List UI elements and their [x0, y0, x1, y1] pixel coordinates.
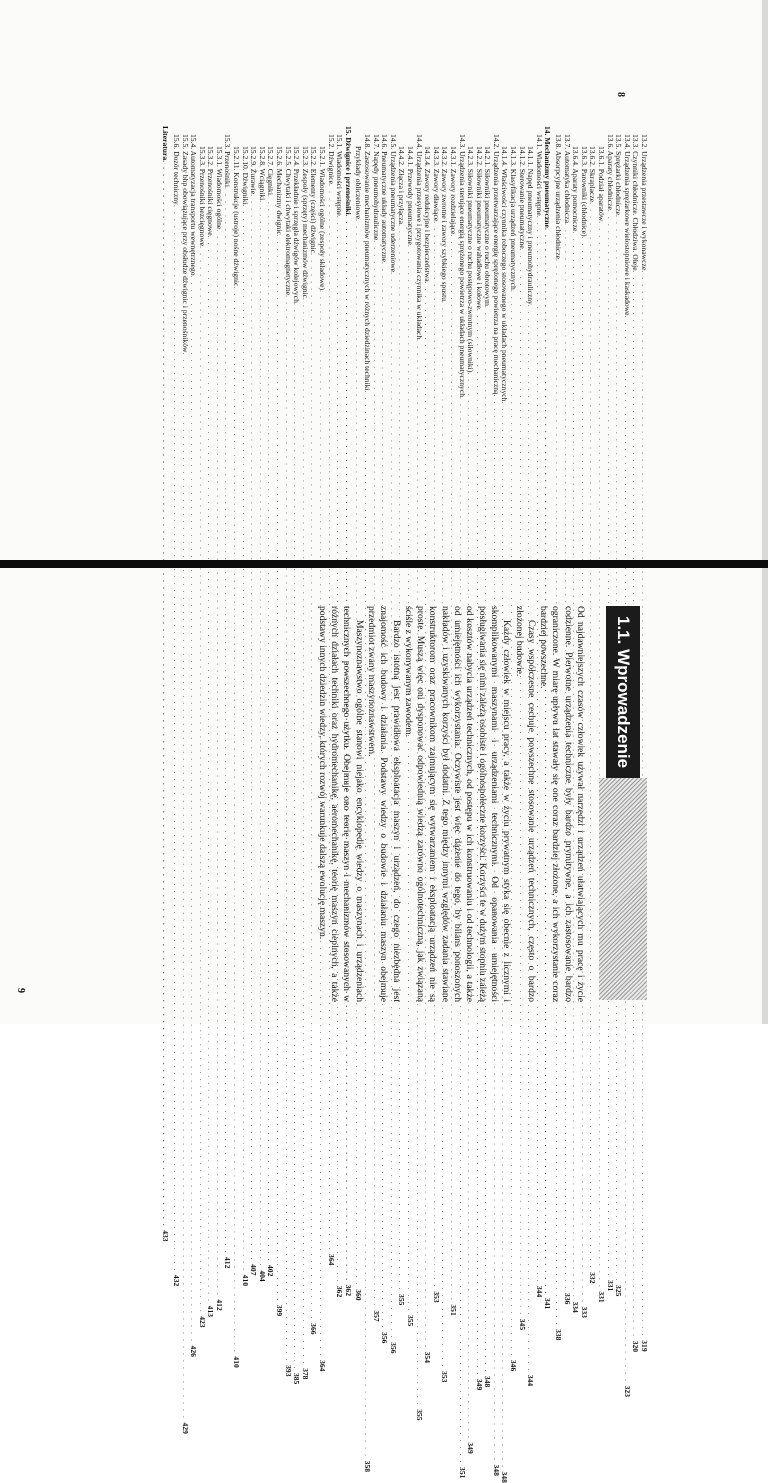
- toc-entry: [300, 126, 310, 1380]
- toc-entry-page: 399: [275, 1304, 285, 1317]
- toc-entry-title: 13.6.2. Skraplacze: [588, 146, 598, 203]
- toc-entry-title: 13.6.3. Parowniki (chłodnice): [579, 146, 589, 237]
- toc-entry-title: 14.1.3. Klasyfikacja urządzeń pneumatycznych: [509, 146, 519, 290]
- toc-entry-page: 351: [457, 1467, 467, 1479]
- toc-entry: [161, 126, 171, 1242]
- toc-entry: [283, 126, 293, 1377]
- toc-entry-title: 15.2.5. Chwytaki i chwytaki elektromagnetyczne: [283, 146, 293, 296]
- toc-entry: [266, 126, 276, 1277]
- toc-entry: [292, 126, 302, 1385]
- toc-entry-page: 356: [388, 1342, 398, 1354]
- toc-entry-title: 15.1. Wiadomości wstępne: [335, 134, 345, 216]
- toc-entry-page: 344: [526, 1374, 536, 1387]
- toc-entry: [362, 126, 372, 1473]
- toc-entry-title: 15.3.1. Wiadomości ogólne: [214, 146, 224, 230]
- toc-entry-page: 338: [554, 1329, 564, 1341]
- toc-entry-title: 15.5. Zasady bhp obowiązujące przy obsłudze dźwignic i przenośników: [180, 134, 190, 353]
- toc-entry: [534, 126, 544, 1298]
- toc-entry-title: 14.3.3. Zawory dławiące: [431, 146, 441, 222]
- toc-entry-page: 355: [405, 1314, 415, 1327]
- toc-entry-title: 15.6. Dozór techniczny: [171, 134, 181, 205]
- toc-entry: [388, 126, 398, 1354]
- toc-entry: [588, 126, 598, 1284]
- toc-entry: [206, 126, 216, 1318]
- toc-entry-page: 412: [223, 1256, 233, 1269]
- toc-entry: [343, 126, 353, 1297]
- toc-entry: [553, 126, 564, 1341]
- toc-entry: [354, 126, 364, 1301]
- toc-entry-page: 413: [206, 1305, 216, 1318]
- toc-entry-title: 14.2. Urządzenia przetwarzające energię sprężonego powietrza na pracę mechaniczną: [491, 134, 501, 395]
- toc-entry-title: 14.1.4. Właściwości czynnika roboczego stosowanego w układach pneumatycznych: [500, 146, 510, 402]
- toc-entry: [517, 126, 527, 1331]
- toc-entry-page: 362: [343, 1284, 353, 1297]
- toc-entry: [397, 126, 407, 1306]
- toc-entry: [631, 126, 641, 1353]
- toc-entry-title: 15.2. Dźwignice: [326, 134, 336, 184]
- toc-entry-page: 348: [500, 1471, 510, 1483]
- toc-entry: [257, 126, 267, 1282]
- toc-entry-page: 364: [326, 1254, 336, 1266]
- toc-entry-title: 14. Mechanizmy pneumatyczne: [543, 126, 553, 228]
- toc-entry: [596, 126, 607, 1303]
- toc-entry-page: 331: [605, 1279, 615, 1292]
- banner-texture: [599, 778, 647, 1000]
- toc-entry-title: 14.1.1. Napęd pneumatyczny i pneumohydrauliczny: [526, 146, 536, 305]
- toc-entry-title: 15.2.9. Żurawie: [249, 146, 259, 195]
- toc-entry-page: 353: [440, 1371, 450, 1383]
- toc-entry-title: 15. Dźwignice i przenośniki: [343, 126, 353, 215]
- toc-entry: [335, 126, 345, 1298]
- toc-entry-page: 432: [171, 1274, 181, 1287]
- toc-entry-title: 14.4. Urządzenia przesyłowe i przygotowania czynnika w układach: [414, 134, 424, 340]
- toc-entry-page: 353: [431, 1291, 441, 1303]
- toc-entry-title: 14.3.1. Zawory rozdzielające: [448, 146, 458, 235]
- toc-entry-page: 362: [335, 1285, 345, 1298]
- toc-entry: [414, 126, 424, 1421]
- toc-entry-page: 407: [249, 1264, 259, 1276]
- toc-entry: [326, 126, 336, 1266]
- toc-entry: [571, 126, 581, 1313]
- toc-entry-title: 14.4.2. Złącza i przyłącza: [397, 146, 407, 225]
- toc-entry: [543, 126, 553, 1310]
- toc-entry-page: 366: [309, 1323, 319, 1335]
- toc-entry-title: 15.3.2. Przenośniki cięgnowe: [206, 146, 216, 236]
- paragraph: Maszynoznawstwo ogólne stanowi niejako encyklopedię wiedzy o maszynach i urządzeniach technicznych powszechnego użytku. Obejmuje ono teorię maszyn i mechanizmów stosowanych w różnych działach techniki oraz hydromechanikę, aeromechanikę, teorię maszyn cieplnych, a także podstawy innych dziedzin wiedzy, których rozwój warunkuje dalszą ewolucję maszyn.: [316, 606, 365, 1002]
- toc-entry-title: 14.6. Pneumatyczne układy automatyczne: [380, 134, 390, 262]
- toc-entry-title: Przykłady obliczeniowe: [354, 146, 364, 220]
- toc-entry-title: 15.2.2. Elementy (części) dźwignic: [309, 146, 319, 254]
- toc-entry-title: 14.7. Napędy pneumohydrauliczne: [371, 134, 381, 241]
- toc-entry-page: 412: [214, 1299, 224, 1311]
- toc-entry-title: 14.2.2. Siłowniki pneumatyczne wahadłowe i kołowe: [474, 146, 484, 309]
- toc-entry-page: 341: [543, 1297, 553, 1310]
- toc-entry-page: 355: [414, 1409, 424, 1421]
- body-text: [315, 606, 586, 1002]
- toc-entry-page: 355: [397, 1294, 407, 1306]
- toc-entry-title: 15.3. Przenośniki: [223, 134, 233, 187]
- toc-entry-page: 378: [300, 1368, 310, 1380]
- toc-entry-page: 364: [318, 1360, 328, 1372]
- toc-entry-page: 360: [354, 1289, 364, 1301]
- toc-entry-title: 13.6.4. Aparaty pomocnicze: [571, 146, 581, 232]
- toc-entry-title: 13.6. Aparaty chłodnicze: [605, 134, 615, 210]
- toc-entry-title: 15.2.1. Wiadomości ogólne (zespoły składowe): [318, 146, 328, 291]
- toc-entry-page: 325: [614, 1285, 624, 1297]
- toc-entry-title: 13.6.1. Podział aparatów: [597, 146, 607, 222]
- toc-entry-title: Literatura: [161, 126, 171, 161]
- toc-entry: [223, 126, 233, 1269]
- toc-entry-title: 13.5. Sprężarki chłodnicze: [614, 134, 624, 215]
- toc-entry-page: 426: [189, 1345, 199, 1357]
- toc-entry: [491, 126, 501, 1476]
- toc-entry-page: 345: [517, 1318, 527, 1331]
- toc-entry: [317, 126, 328, 1372]
- toc-entry-page: 348: [483, 1375, 493, 1388]
- toc-entry-title: 13.3. Czynniki chłodnicze. Chłodziwa. Oleje: [631, 134, 641, 271]
- toc-entry-page: 385: [292, 1372, 302, 1385]
- paragraph: Od najdawniejszych czasów człowiek używał narzędzi i urządzeń ułatwiających mu pracę i życie codzienne. Pierwotne urządzenia techniczne były bardzo prymitywne, a ich zastosowanie bardzo ograniczone. W miarę upływu lat stawały się one coraz bardziej złożone, a ich wykorzystanie coraz bardziej powszechne.: [538, 606, 586, 1002]
- toc-entry-page: 346: [509, 1359, 519, 1372]
- toc-entry-title: 13.8. Absorpcyjne urządzenia chłodnicze: [554, 134, 564, 260]
- toc-entry-title: 14.4.1. Przewody pneumatyczne: [405, 146, 415, 245]
- toc-entry: [483, 126, 493, 1388]
- toc-entry-title: 14.1.2. Sterowanie pneumatyczne: [517, 146, 527, 249]
- toc-entry-title: 14.5. Urządzenia pneumatyczne uderzeniowe: [388, 134, 398, 273]
- toc-entry: [309, 126, 319, 1335]
- paragraph: Bardzo istotną jest prawidłowa eksploatacja maszyn i urządzeń, do czego niezbędna jest znajomość ich budowy i działania. Podstawy wiedzy o budowie i działaniu maszyn obejmuje przedmiot zwany maszynoznawstwem.: [365, 606, 402, 1002]
- toc-entry-title: 14.2.1. Siłowniki pneumatyczne o ruchu obrotowym: [483, 146, 493, 306]
- toc-entry: [509, 126, 519, 1372]
- toc-entry-page: 349: [474, 1378, 484, 1391]
- toc-entry: [180, 126, 190, 1434]
- toc-entry-title: 13.7. Automatyka chłodnicza: [562, 134, 572, 223]
- toc-entry-page: 331: [597, 1291, 607, 1303]
- toc-entry-page: 410: [240, 1274, 250, 1287]
- toc-entry-title: 15.3.3. Przenośniki bezcięgnowe: [197, 146, 207, 247]
- toc-entry: [274, 126, 285, 1317]
- toc-entry-title: 15.2.6. Mechanizmy dwignic: [275, 146, 285, 235]
- toc-entry: [189, 126, 199, 1357]
- toc-entry-title: 15.2.10. Dźwigniki: [240, 146, 250, 205]
- toc-entry: [500, 126, 510, 1483]
- toc-entry-title: 13.4. Urządzenia sprężarkowe wielostopniowe i kaskadowe: [622, 134, 632, 316]
- toc-entry: [562, 126, 572, 1305]
- toc-entry-title: 15.4. Automatyzacja transportu wewnętrznego: [189, 134, 199, 276]
- toc-entry-page: 356: [380, 1332, 390, 1344]
- toc-entry-title: 15.2.8. Wciągniki: [257, 146, 267, 201]
- paragraph: Każdy człowiek w miejscu pracy, a także w życiu prywatnym styka się obecnie z licznymi i skomplikowanymi maszynami i urządzeniami technicznymi. Od opanowania umiejętności posługiwania się nimi zależą osobiste i ogólnospołeczne korzyści. Korzyści te w dużym stopniu zależą od kosztów nabycia urządzeń technicznych, od postępu w ich konstruowaniu i od technologii, a także od umiejętności ich wykorzystania. Oczywiste jest więc dążenie do tego, by bilans ponoszonych nakładów i uzyskiwanych korzyści był dodatni. Z tego między innymi względów zadania stawiane konstruktorom oraz pracownikom zajmującym się wytwarzaniem i eksploatacją urządzeń nie są proste. Muszą więc oni dysponować odpowiednią wiedzą zarówno ogólnotechniczną, jak związaną ściśle z wykonywanym zawodem.: [402, 606, 513, 1002]
- toc-entry-page: 349: [466, 1442, 476, 1454]
- section-heading: [606, 606, 640, 778]
- toc-entry-title: 14.1. Wiadomości wstępne: [534, 134, 544, 216]
- toc-entry-page: 358: [363, 1460, 372, 1473]
- toc-entry: [457, 126, 467, 1479]
- toc-entry: [526, 126, 536, 1387]
- toc-entry-page: 332: [588, 1272, 598, 1284]
- toc-entry-title: 14.8. Zastosowanie mechanizmów pneumatycznych w różnych dziedzinach techniki: [363, 134, 372, 391]
- toc-entry-page: 433: [161, 1230, 171, 1242]
- toc-entry: [579, 126, 589, 1318]
- toc-entry: [431, 126, 441, 1303]
- right-page-number: 9: [15, 988, 26, 993]
- section-banner: [596, 606, 650, 1000]
- toc-entry-page: 334: [571, 1301, 581, 1313]
- toc-entry: [371, 126, 381, 1322]
- toc-entry-page: 323: [622, 1385, 632, 1397]
- toc-entry: [232, 126, 242, 1368]
- toc-entry-page: 333: [579, 1306, 589, 1318]
- toc-entry: [197, 126, 207, 1328]
- toc-entry: [405, 126, 415, 1327]
- paragraph: Czasy współczesne cechuje powszechne stosowanie urządzeń technicznych, często o bardzo złożonej budowie.: [513, 606, 537, 1002]
- toc-entry: [171, 126, 181, 1287]
- toc-entry-title: 14.3.2. Zawory zwrotne i zawory szybkiego spustu: [440, 146, 450, 302]
- toc-entry-title: 13.2. Urządzenia przestawcze i wykonawcze: [640, 134, 649, 271]
- toc-entry-page: 354: [423, 1351, 433, 1364]
- toc-entry-title: 14.3. Urządzenia sterujące energią sprężonego powietrza w układach pneumatycznych: [457, 134, 467, 397]
- toc-entry-page: 402: [266, 1264, 276, 1277]
- toc-entry-page: 319: [640, 1340, 649, 1352]
- toc-entry-page: 423: [197, 1316, 207, 1328]
- toc-entry-title: 15.2.4. Przekładnie i sprzęgła dźwigów kolejowych: [292, 146, 302, 303]
- toc-entry: [423, 126, 433, 1364]
- toc-entry-page: 336: [562, 1293, 572, 1305]
- toc-entry-page: 357: [371, 1310, 381, 1322]
- toc-entry-page: 344: [534, 1285, 544, 1298]
- toc-entry: [240, 126, 250, 1287]
- toc-entry-title: 14.2.3. Siłowniki pneumatyczne o ruchu postępowo-zwrotnym (siłowniki): [466, 146, 476, 373]
- left-page-number: 8: [615, 92, 626, 97]
- toc-entry: [214, 126, 224, 1311]
- toc-entry-title: 15.2.3. Zespoły (sprzęty) mechanizmów dźwignic: [300, 146, 310, 299]
- toc-entry-page: 404: [257, 1270, 267, 1282]
- section-heading-text: 1.1. Wprowadzenie: [614, 616, 633, 769]
- toc-entry-page: 351: [448, 1304, 458, 1316]
- toc-entry: [440, 126, 450, 1383]
- toc-entry-page: 410: [232, 1356, 242, 1368]
- toc-entry: [474, 126, 484, 1391]
- toc-entry-page: 348: [491, 1464, 501, 1476]
- toc-entry-title: 14.3.4. Zawory redukcyjne i bezpieczeństwa: [423, 146, 433, 282]
- toc-entry-page: 320: [631, 1340, 641, 1353]
- toc-entry-title: 15.2.7. Cięgniki: [266, 146, 276, 195]
- toc-entry: [380, 126, 390, 1344]
- toc-entry: [249, 126, 259, 1276]
- toc-entry: [448, 126, 458, 1316]
- toc-entry-title: 15.2.11. Konstrukcje (ustroje) nośne dźwignic: [232, 146, 242, 287]
- toc-entry-page: 393: [283, 1365, 293, 1377]
- toc-entry: [605, 126, 615, 1292]
- toc-entry: [639, 126, 649, 1352]
- toc-entry: [466, 126, 476, 1454]
- toc-entry-page: 429: [180, 1422, 190, 1434]
